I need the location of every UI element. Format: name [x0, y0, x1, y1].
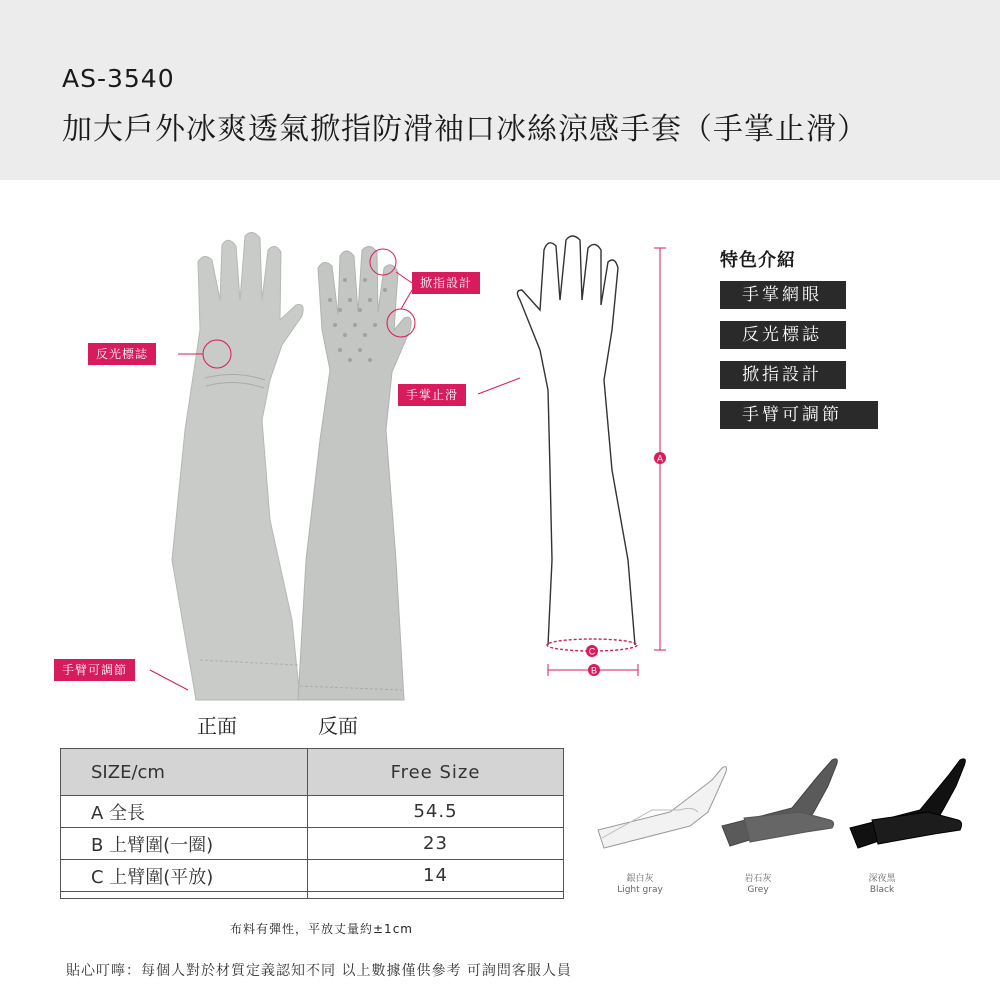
product-model: AS-3540: [62, 64, 175, 93]
row-value: 23: [308, 828, 564, 860]
color-name-en: Light gray: [617, 885, 663, 895]
callout-reflective: 反光標誌: [88, 343, 156, 365]
customer-tip: 貼心叮嚀：每個人對於材質定義認知不同 以上數據僅供參考 可詢問客服人員: [66, 963, 572, 979]
size-table: [60, 748, 564, 899]
dimension-lines: [548, 248, 666, 676]
table-row-spacer: [61, 892, 564, 899]
color-name-en: Grey: [747, 885, 769, 895]
callout-palm-grip: 手掌止滑: [398, 384, 466, 406]
product-title: 加大戶外冰爽透氣掀指防滑袖口冰絲涼感手套（手掌止滑）: [62, 112, 868, 147]
row-label: A 全長: [61, 796, 308, 828]
measurement-note: 布料有彈性，平放丈量約±1cm: [230, 922, 413, 936]
table-header-row: [61, 749, 564, 796]
svg-text:C: C: [588, 646, 596, 657]
table-row: [61, 860, 564, 892]
color-swatch-black: [850, 759, 965, 848]
row-label: B 上臂圍(一圈): [61, 828, 308, 860]
label-front: 正面: [197, 714, 237, 738]
feature-flip-finger: 掀指設計: [720, 361, 846, 389]
row-value: 54.5: [308, 796, 564, 828]
svg-text:B: B: [590, 665, 598, 676]
color-swatch-light-gray: [598, 767, 727, 848]
glove-back-image: [298, 246, 411, 700]
feature-palm-mesh: 手掌網眼: [720, 281, 846, 309]
color-name-en: Black: [869, 885, 895, 895]
marker-b: [588, 664, 600, 676]
color-swatch-grey: [722, 759, 837, 846]
table-row: [61, 796, 564, 828]
color-name-zh: 深夜黑: [868, 874, 896, 884]
feature-reflective: 反光標誌: [720, 321, 846, 349]
features-title: 特色介紹: [720, 250, 796, 271]
color-name-zh: 銀白灰: [626, 874, 654, 884]
color-label-light-gray: [600, 874, 680, 896]
table-row: [61, 828, 564, 860]
row-label: C 上臂圍(平放): [61, 860, 308, 892]
table-header-free-size: Free Size: [308, 749, 564, 796]
callout-arm-adjust: 手臂可調節: [54, 659, 135, 681]
table-header-size: SIZE/cm: [61, 749, 308, 796]
color-label-grey: [718, 874, 798, 896]
color-name-zh: 岩石灰: [744, 874, 772, 884]
label-back: 反面: [318, 714, 358, 738]
marker-c: [586, 645, 598, 657]
glove-outline-diagram: [517, 236, 637, 651]
svg-text:A: A: [656, 453, 664, 464]
callout-flip-finger: 掀指設計: [412, 272, 480, 294]
row-value: 14: [308, 860, 564, 892]
feature-arm-adjust: 手臂可調節: [720, 401, 878, 429]
color-label-black: [842, 874, 922, 896]
glove-front-image: [172, 232, 303, 700]
marker-a: [654, 452, 666, 464]
